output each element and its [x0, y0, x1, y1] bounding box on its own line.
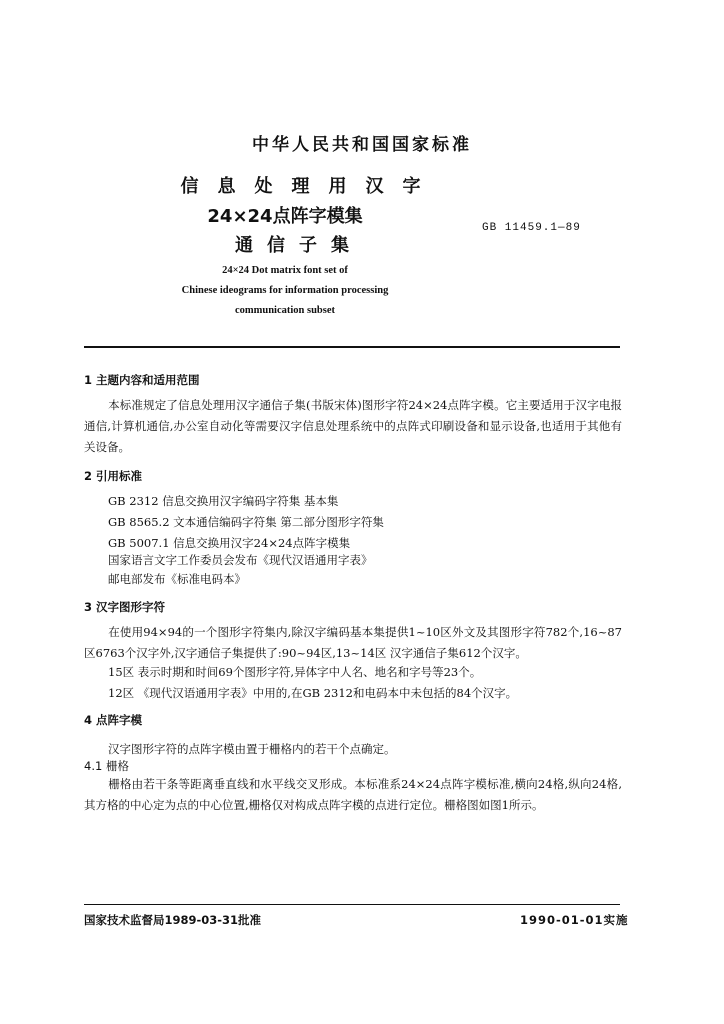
title-line-1: 信息处理用汉字	[180, 176, 440, 197]
section-4-heading: 4 点阵字模	[84, 713, 143, 727]
top-rule	[84, 346, 620, 348]
section-1-heading: 1 主题内容和适用范围	[84, 373, 200, 387]
section-3-heading: 3 汉字图形字符	[84, 600, 166, 614]
national-standard-heading: 中华人民共和国国家标准	[252, 135, 472, 155]
title-line-3: 通信子集	[235, 235, 363, 256]
english-title-line-2: Chinese ideograms for information processing	[181, 285, 389, 296]
section-4-paragraph-1: 汉字图形字符的点阵字模由置于栅格内的若干个点确定。	[108, 742, 396, 756]
section-3-paragraph-1: 在使用94×94的一个图形字符集内,除汉字编码基本集提供1~10区外文及其图形字符782个,16~87区6763个汉字外,汉字通信子集提供了:90~94区,13~14区 汉字通信子集612个汉字。	[84, 625, 622, 660]
bottom-rule	[84, 904, 620, 905]
section-3-paragraph-3: 12区 《现代汉语通用字表》中用的,在GB 2312和电码本中未包括的84个汉字。	[108, 686, 518, 700]
section-2-heading: 2 引用标准	[84, 469, 143, 483]
subsection-4-1-paragraph: 栅格由若干条等距离垂直线和水平线交叉形成。本标准系24×24点阵字模标准,横向24格,纵向24格,其方格的中心定为点的中心位置,栅格仅对构成点阵字模的点进行定位。栅格图如图1所示。	[84, 777, 622, 812]
subsection-4-1-heading: 4.1 栅格	[84, 759, 129, 773]
approval-date: 国家技术监督局1989-03-31批准	[84, 913, 262, 927]
section-3-paragraph-2: 15区 表示时期和时间69个图形字符,异体字中人名、地名和字号等23个。	[108, 665, 482, 679]
gb-code: GB 11459.1—89	[482, 222, 581, 234]
reference-item: GB 8565.2 文本通信编码字符集 第二部分图形字符集	[108, 515, 384, 529]
reference-item: GB 2312 信息交换用汉字编码字符集 基本集	[108, 494, 339, 508]
reference-item: GB 5007.1 信息交换用汉字24×24点阵字模集	[108, 536, 351, 550]
title-line-2: 24×24点阵字模集	[207, 206, 363, 227]
reference-item: 国家语言文字工作委员会发布《现代汉语通用字表》	[108, 553, 373, 567]
effective-date: 1990-01-01实施	[520, 913, 629, 927]
section-1-paragraph: 本标准规定了信息处理用汉字通信子集(书版宋体)图形字符24×24点阵字模。它主要适用于汉字电报通信,计算机通信,办公室自动化等需要汉字信息处理系统中的点阵式印刷设备和显示设备,也适用于其他有关设备。	[84, 398, 622, 454]
english-title-line-3: communication subset	[234, 305, 336, 316]
english-title-line-1: 24×24 Dot matrix font set of	[222, 265, 348, 276]
reference-item: 邮电部发布《标准电码本》	[108, 572, 246, 586]
